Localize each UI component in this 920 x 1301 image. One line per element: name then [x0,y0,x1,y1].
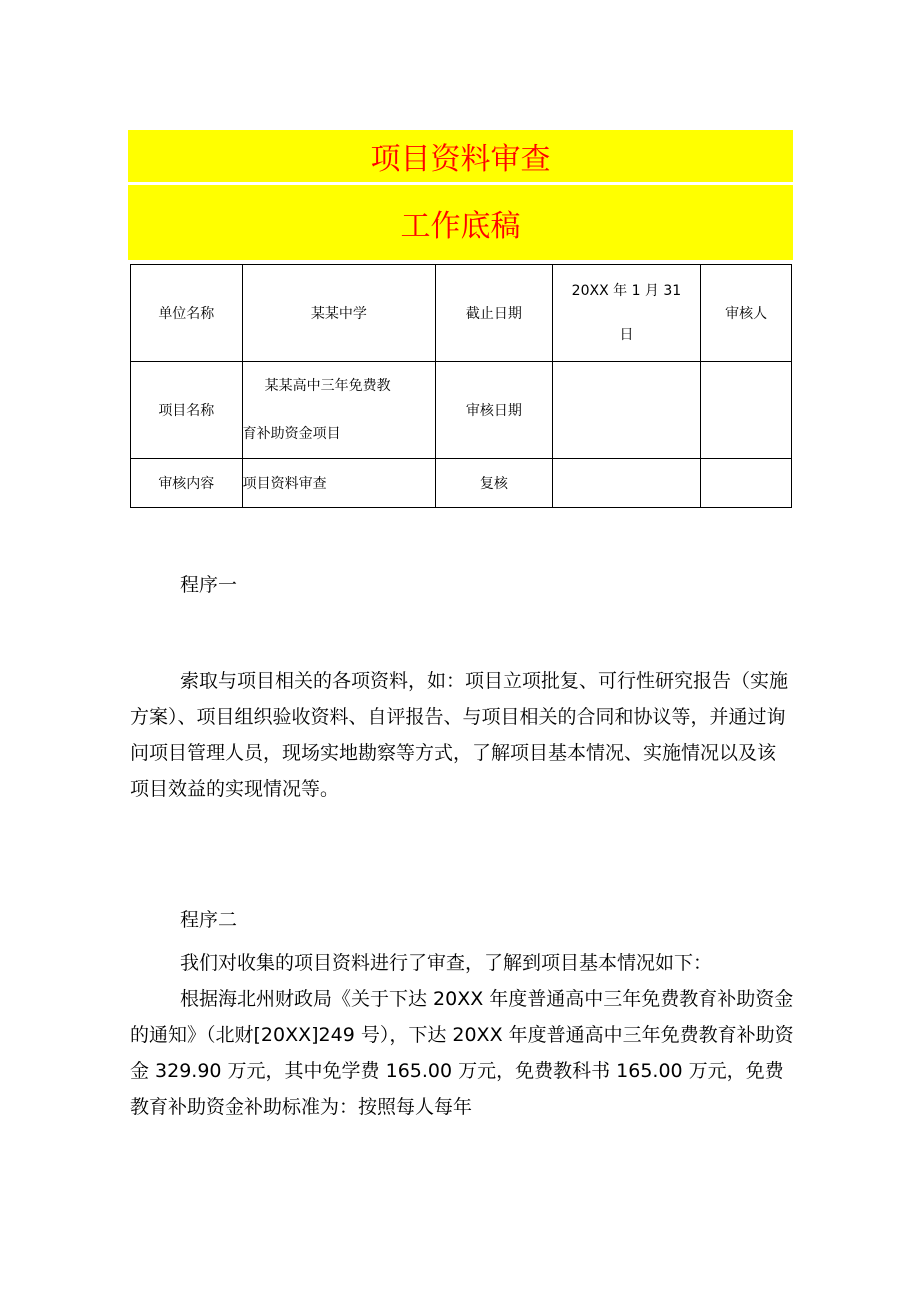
recheck-label-cell: 复核 [436,459,553,508]
review-date-value-cell [552,362,701,459]
cutoff-value-cell [552,265,701,362]
cutoff-label-cell: 截止日期 [436,265,553,362]
cutoff-value-line2: 日 [619,327,634,343]
info-table [130,264,792,508]
title-band-2 [128,185,793,260]
reviewer-label-cell: 审核人 [701,265,792,362]
table-row [131,265,792,362]
project-value-line2: 育补助资金项目 [242,426,341,442]
document-title: 项目资料审查 [370,142,551,177]
unit-label-cell: 单位名称 [131,265,243,362]
content-value-cell: 项目资料审查 [242,459,435,508]
recheck-extra-cell [701,459,792,508]
reviewer-value-cell [701,362,792,459]
procedure1-paragraph: 索取与项目相关的各项资料，如：项目立项批复、可行性研究报告（实施方案）、项目组织验收资料、自评报告、与项目相关的合同和协议等，并通过询问项目管理人员，现场实地勘察等方式，了解项目基本情况、实施情况以及该项目效益的实现情况等。 [130,670,789,800]
procedure1-body [130,663,794,807]
procedure2-body [130,945,794,1125]
content-label-cell: 审核内容 [131,459,243,508]
table-row [131,459,792,508]
procedure1-heading: 程序一 [180,574,238,596]
project-label-cell: 项目名称 [131,362,243,459]
document-subtitle: 工作底稿 [400,208,521,244]
table-row [131,362,792,459]
procedure2-paragraph-1: 我们对收集的项目资料进行了审查，了解到项目基本情况如下： [180,952,713,974]
project-value-cell [242,362,435,459]
procedure2-heading: 程序二 [180,909,238,931]
project-value-line1: 某某高中三年免费教 [264,378,391,394]
procedure2-paragraph-2: 根据海北州财政局《关于下达 20XX 年度普通高中三年免费教育补助资金的通知》（北财[20XX]249 号），下达 20XX 年度普通高中三年免费教育补助资金 329.90 万元，其中免学费 165.00 万元，免费教科书 165.00 万元，免费教育补助资金补助标准为：按照每人每年 [130,988,794,1118]
review-date-label-cell: 审核日期 [436,362,553,459]
recheck-value-cell [552,459,701,508]
unit-value-cell: 某某中学 [242,265,435,362]
title-band-1 [128,130,793,182]
cutoff-value-line1: 20XX 年 1 月 31 [571,283,682,299]
